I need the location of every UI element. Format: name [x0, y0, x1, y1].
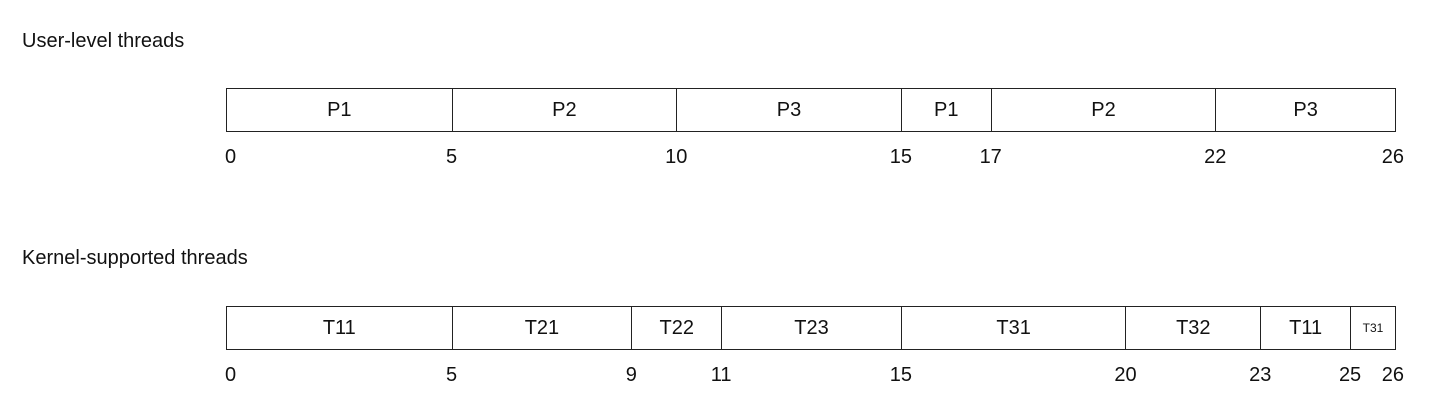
- time-tick-label: 26: [1381, 364, 1404, 386]
- gantt-segment-p3: P3: [1215, 89, 1395, 131]
- gantt-segment-t31: T31: [901, 307, 1126, 349]
- user-level-threads-title: User-level threads: [22, 30, 185, 52]
- time-tick-label: 20: [1114, 364, 1137, 386]
- time-tick-label: 10: [665, 146, 688, 168]
- time-tick-label: 22: [1204, 146, 1227, 168]
- gantt-segment-t31: T31: [1350, 307, 1395, 349]
- time-tick-label: 5: [446, 146, 458, 168]
- gantt-segment-p3: P3: [676, 89, 901, 131]
- gantt-segment-t11: T11: [322, 316, 356, 339]
- gantt-segment-p2: P2: [991, 89, 1216, 131]
- time-tick-label: 11: [710, 364, 732, 386]
- time-tick-label: 15: [889, 146, 912, 168]
- gantt-segment-p2: P2: [452, 89, 677, 131]
- gantt-segment-t21: T21: [452, 307, 632, 349]
- gantt-segment-t32: T32: [1125, 307, 1260, 349]
- gantt-segment-p1: P1: [327, 98, 352, 121]
- kernel-supported-threads-title: Kernel-supported threads: [22, 247, 248, 269]
- gantt-bar: [226, 88, 1396, 132]
- time-tick-label: 0: [225, 364, 237, 386]
- time-tick-label: 25: [1338, 364, 1362, 386]
- gantt-bar: [226, 306, 1396, 350]
- time-tick-label: 15: [889, 364, 912, 386]
- gantt-segment-p1: P1: [901, 89, 991, 131]
- time-tick-label: 9: [625, 364, 637, 386]
- gantt-segment-t22: T22: [631, 307, 721, 349]
- gantt-segment-t23: T23: [721, 307, 901, 349]
- time-tick-label: 23: [1249, 364, 1272, 386]
- time-tick-label: 17: [979, 146, 1002, 168]
- time-tick-label: 26: [1381, 146, 1404, 168]
- time-tick-label: 0: [225, 146, 237, 168]
- time-tick-label: 5: [446, 364, 458, 386]
- gantt-segment-t11: T11: [1260, 307, 1350, 349]
